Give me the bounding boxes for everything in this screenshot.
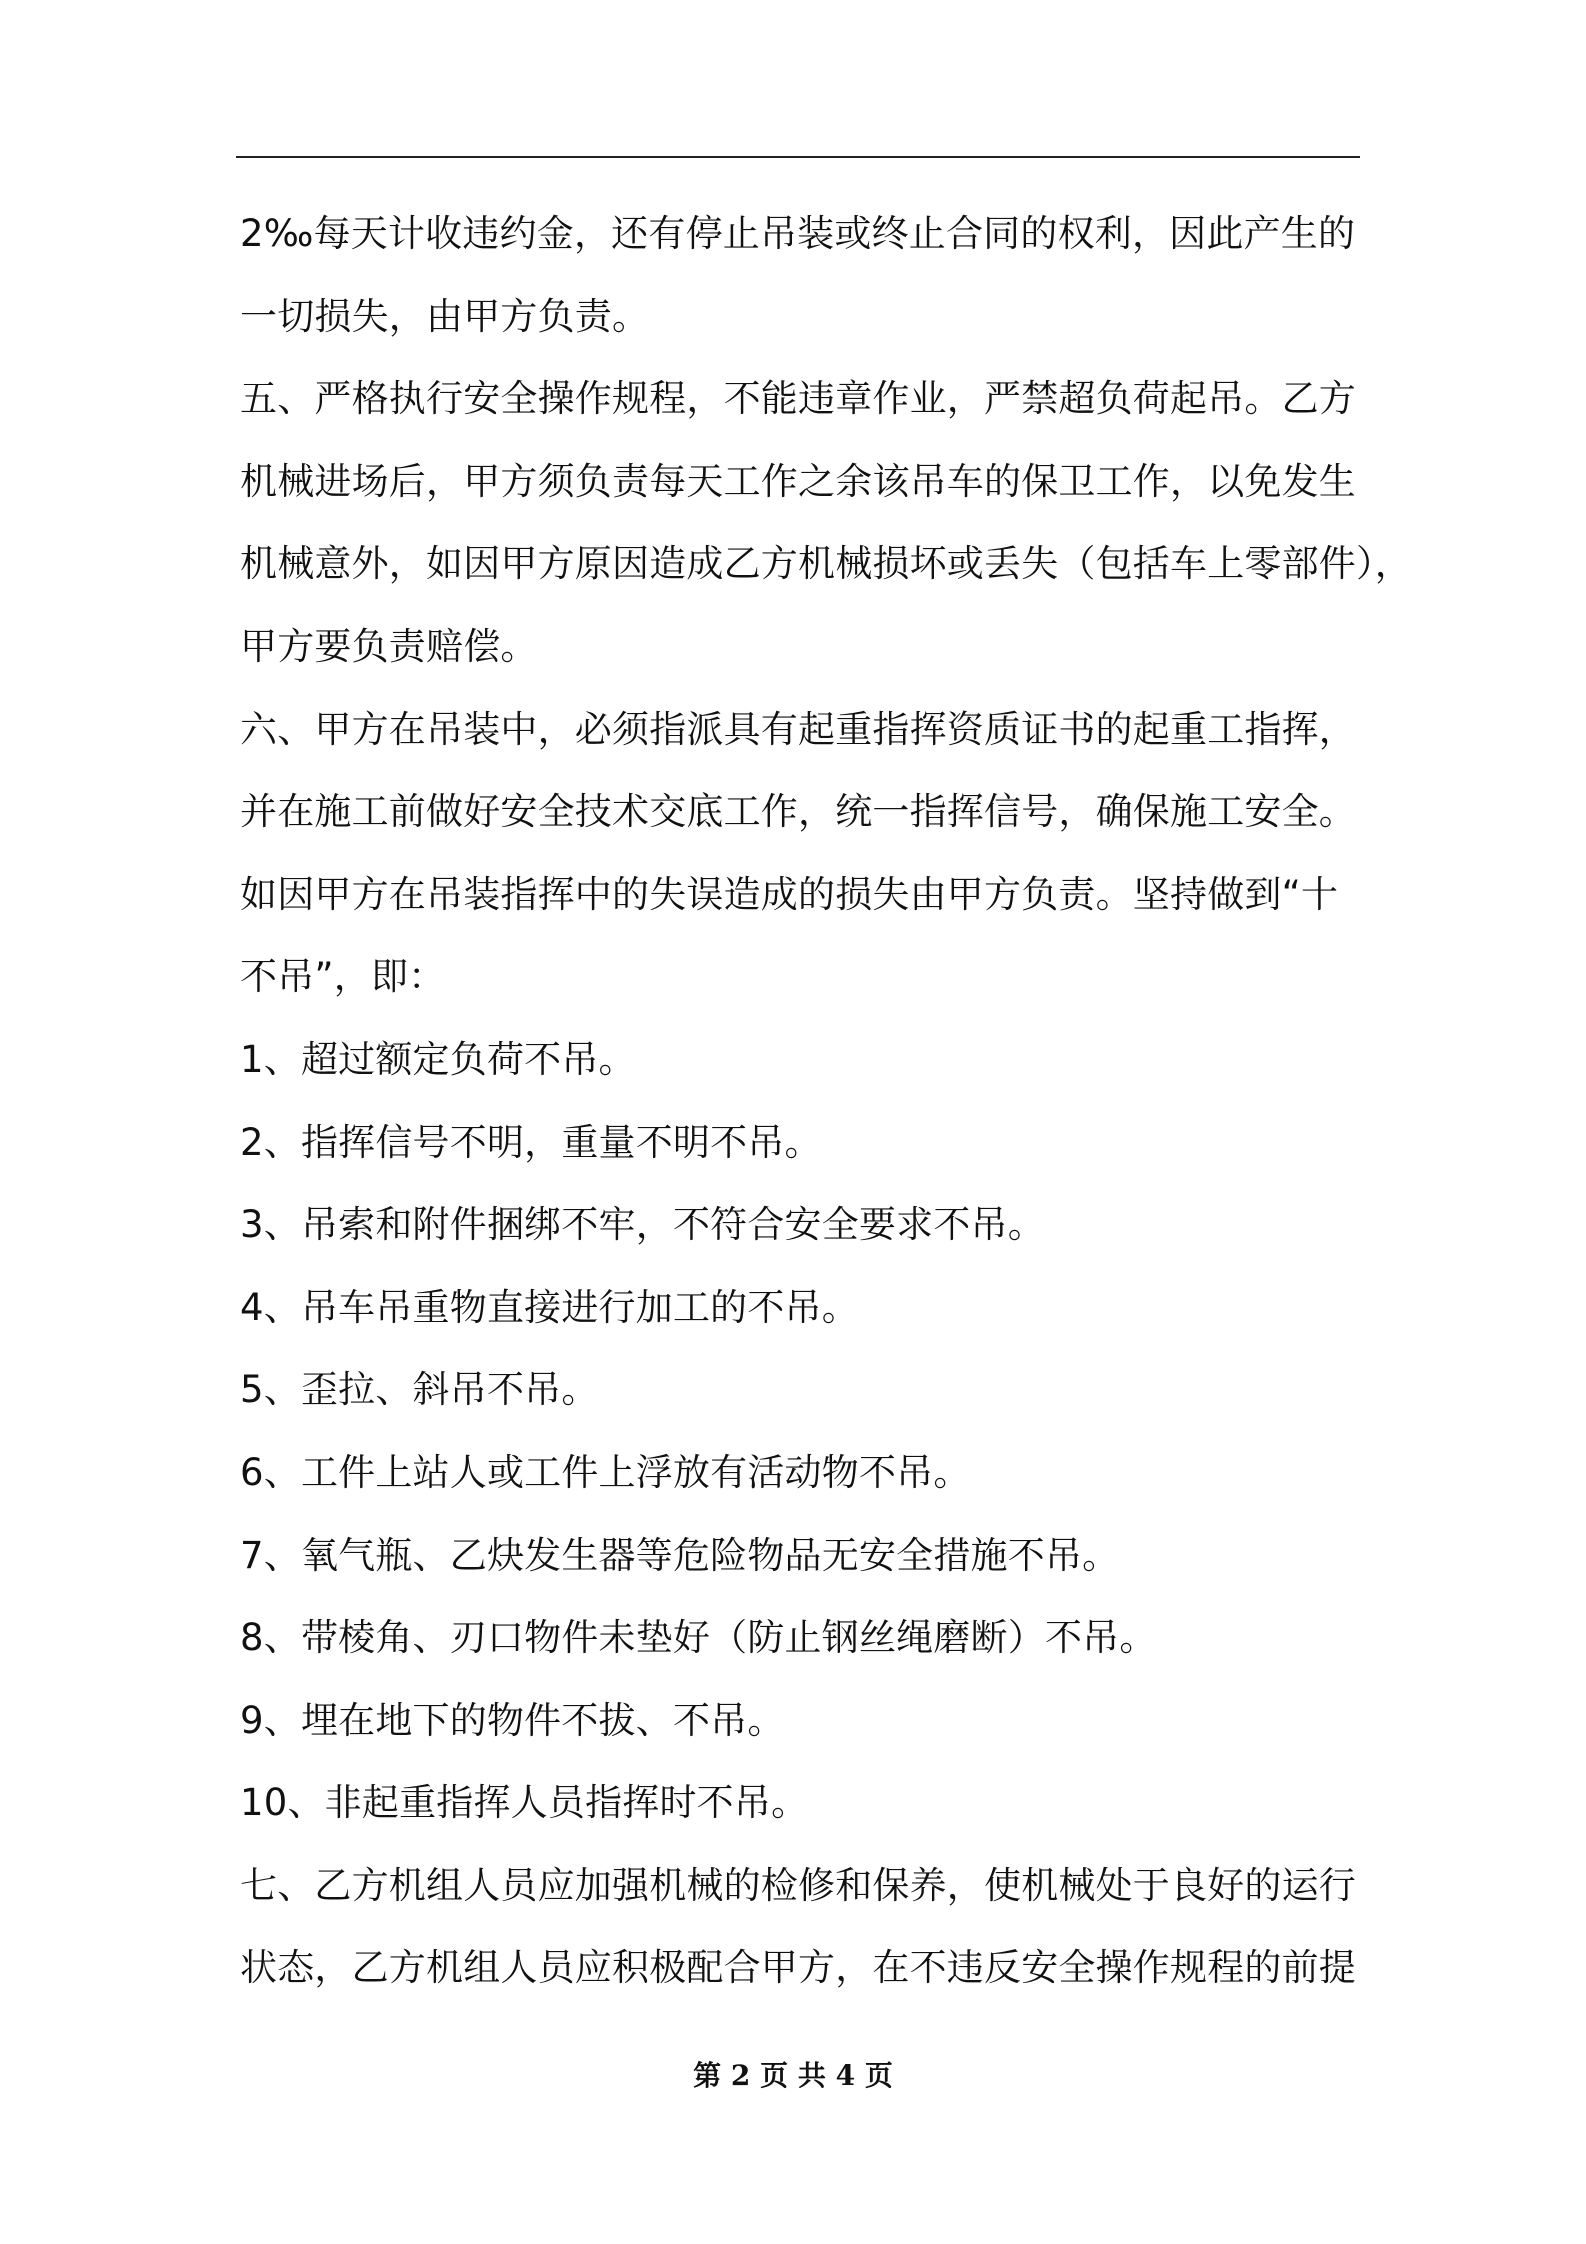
- list-item: 5、歪拉、斜吊不吊。: [240, 1368, 599, 1412]
- text-line: 状态，乙方机组人员应积极配合甲方，在不违反安全操作规程的前提: [240, 1946, 1356, 1990]
- text-line: 2‰每天计收违约金，还有停止吊装或终止合同的权利，因此产生的: [240, 212, 1356, 255]
- list-item: 1、超过额定负荷不吊。: [240, 1037, 636, 1081]
- list-item: 8、带棱角、刃口物件未垫好（防止钢丝绳磨断）不吊。: [240, 1616, 1157, 1660]
- header-rule: [236, 156, 1360, 158]
- list-item: 7、氧气瓶、乙炔发生器等危险物品无安全措施不吊。: [240, 1533, 1120, 1577]
- document-body: [240, 193, 1412, 2010]
- list-item: 9、埋在地下的物件不拔、不吊。: [240, 1698, 785, 1742]
- page-number-footer: 第 2 页 共 4 页: [693, 2059, 893, 2092]
- text-line: 五、严格执行安全操作规程，不能违章作业，严禁超负荷起吊。乙方: [240, 377, 1356, 421]
- list-item: 2、指挥信号不明，重量不明不吊。: [240, 1120, 822, 1164]
- list-item: 4、吊车吊重物直接进行加工的不吊。: [240, 1285, 859, 1329]
- text-line: 六、甲方在吊装中，必须指派具有起重指挥资质证书的起重工指挥，: [240, 707, 1356, 751]
- list-item: 10、非起重指挥人员指挥时不吊。: [240, 1781, 809, 1825]
- text-line: 并在施工前做好安全技术交底工作，统一指挥信号，确保施工安全。: [240, 790, 1356, 834]
- text-line: 不吊”，即：: [240, 955, 446, 999]
- list-item: 6、工件上站人或工件上浮放有活动物不吊。: [240, 1450, 971, 1494]
- text-line: 七、乙方机组人员应加强机械的检修和保养，使机械处于良好的运行: [240, 1863, 1356, 1907]
- text-line: 机械进场后，甲方须负责每天工作之余该吊车的保卫工作，以免发生: [240, 459, 1356, 503]
- text-line: 一切损失，由甲方负责。: [240, 294, 650, 338]
- text-line: 如因甲方在吊装指挥中的失误造成的损失由甲方负责。坚持做到“十: [240, 872, 1339, 916]
- text-line: 机械意外，如因甲方原因造成乙方机械损坏或丢失（包括车上零部件），: [240, 542, 1412, 586]
- text-line: 甲方要负责赔偿。: [240, 624, 538, 668]
- list-item: 3、吊索和附件捆绑不牢，不符合安全要求不吊。: [240, 1203, 1045, 1247]
